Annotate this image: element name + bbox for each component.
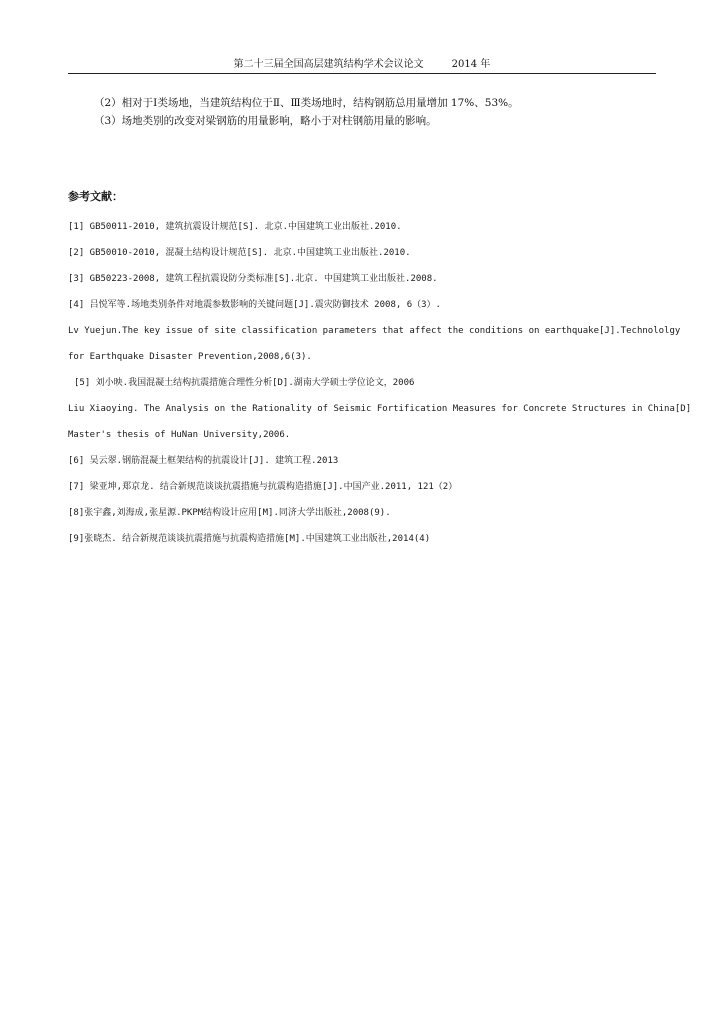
conclusions-list bbox=[68, 94, 656, 130]
reference-line: [1] GB50011-2010, 建筑抗震设计规范[S]. 北京.中国建筑工业出版社.2010. bbox=[68, 222, 402, 232]
conclusion-item: （2）相对于Ⅰ类场地，当建筑结构位于Ⅱ、Ⅲ类场地时，结构钢筋总用量增加 17%、53%。 bbox=[94, 97, 519, 109]
reference-line: [3] GB50223-2008, 建筑工程抗震设防分类标准[S].北京. 中国建筑工业出版社.2008. bbox=[68, 274, 438, 284]
reference-line: [9]张晓杰. 结合新规范谈谈抗震措施与抗震构造措施[M].中国建筑工业出版社,2014(4) bbox=[68, 534, 431, 544]
conference-title: 第二十三届全国高层建筑结构学术会议论文 bbox=[233, 59, 424, 70]
references-heading: 参考文献： bbox=[68, 190, 123, 203]
header-year: 2014 年 bbox=[451, 59, 491, 70]
references-list bbox=[68, 220, 692, 558]
reference-line: Lv Yuejun.The key issue of site classification parameters that affect the conditions on earthquake[J].Technololgy bbox=[68, 326, 681, 336]
reference-line: Liu Xiaoying. The Analysis on the Rationality of Seismic Fortification Measures for Concrete Structures in China[D] bbox=[68, 404, 692, 414]
reference-line: [7] 梁亚坤,郑京龙. 结合新规范谈谈抗震措施与抗震构造措施[J].中国产业.2011, 121（2） bbox=[68, 482, 458, 492]
reference-line: Master's thesis of HuNan University,2006. bbox=[68, 430, 291, 440]
reference-line: [4] 吕悦军等.场地类别条件对地震参数影响的关键问题[J].震灾防御技术 2008, 6（3）. bbox=[68, 300, 441, 310]
running-header bbox=[68, 59, 656, 71]
reference-line: [6] 吴云翠.钢筋混凝土框架结构的抗震设计[J]. 建筑工程.2013 bbox=[68, 456, 339, 466]
reference-line: [2] GB50010-2010, 混凝土结构设计规范[S]. 北京.中国建筑工业出版社.2010. bbox=[68, 248, 411, 258]
header-rule bbox=[68, 73, 656, 74]
conclusion-item: （3）场地类别的改变对梁钢筋的用量影响，略小于对柱钢筋用量的影响。 bbox=[94, 115, 437, 127]
reference-line: for Earthquake Disaster Prevention,2008,6(3). bbox=[68, 352, 312, 362]
reference-line: [5] 刘小映.我国混凝土结构抗震措施合理性分析[D].湖南大学硕士学位论文，2006 bbox=[74, 378, 415, 388]
reference-line: [8]张宇鑫,刘海成,张星源.PKPM结构设计应用[M].同济大学出版社,2008(9). bbox=[68, 508, 391, 518]
